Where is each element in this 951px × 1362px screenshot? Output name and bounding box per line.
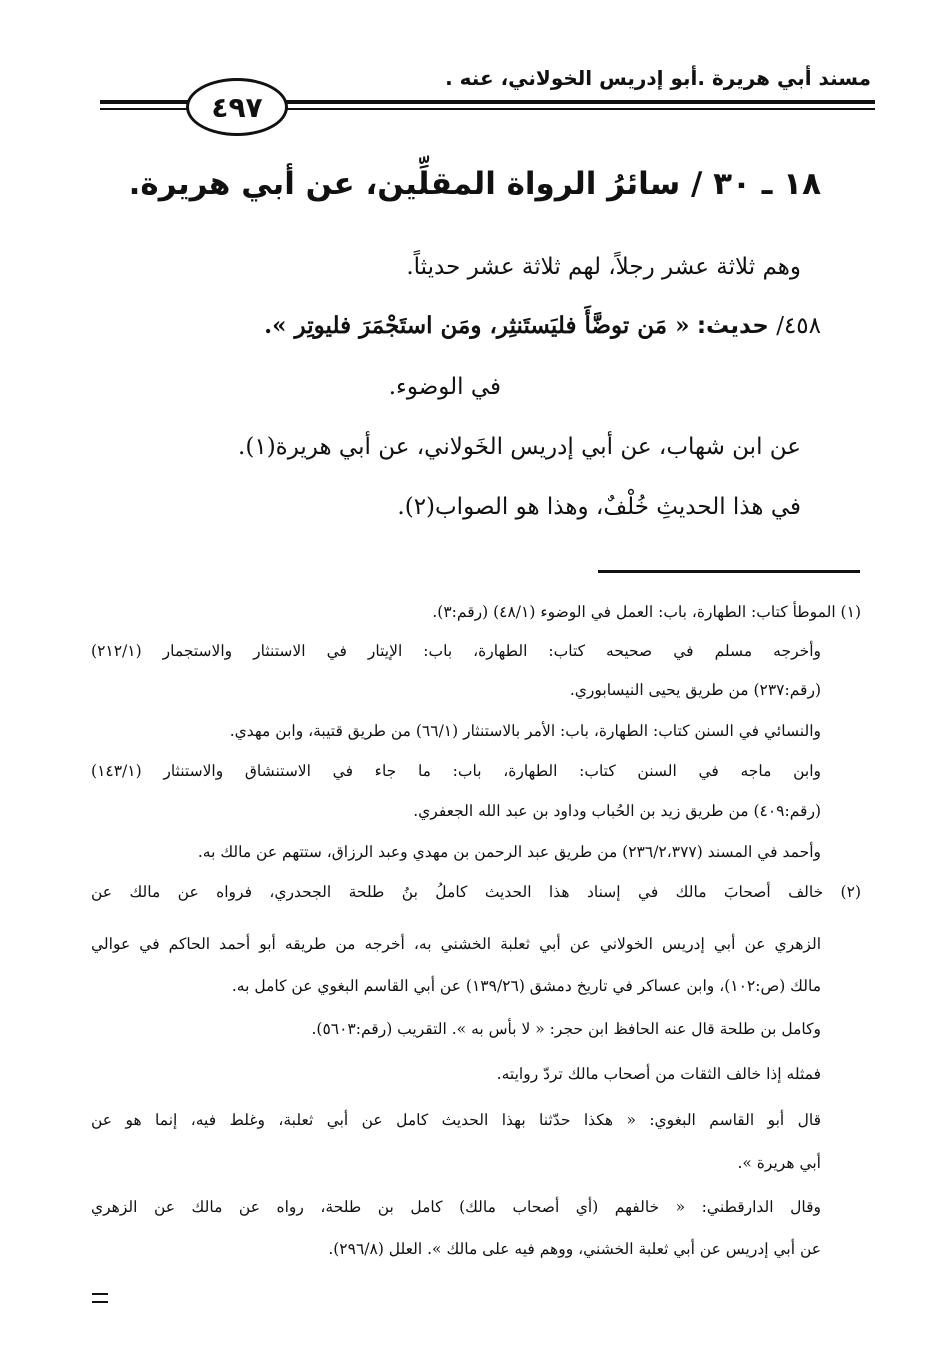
- intro-text: وهم ثلاثة عشر رجلاً، لهم ثلاثة عشر حديثاً.: [406, 254, 801, 280]
- end-mark: [92, 1293, 108, 1303]
- footnote-line: والنسائي في السنن كتاب: الطهارة، باب: الأمر بالاستنثار (٦٦/١) من طريق قتيبة، وابن مهدي.: [229, 722, 821, 740]
- footnote-line: وابن ماجه في السنن كتاب: الطهارة، باب: ما جاء في الاستنشاق والاستنثار (١٤٣/١): [91, 762, 821, 780]
- hadith-number: ٤٥٨/: [776, 313, 821, 339]
- footnote-line: وأحمد في المسند (٢٣٦/٢،٣٧٧) من طريق عبد الرحمن بن مهدي وعبد الرزاق، ستتهم عن مالك به.: [197, 843, 821, 861]
- footnote-line: (رقم:٤٠٩) من طريق زيد بن الحُباب وداود بن عبد الله الجعفري.: [413, 802, 821, 820]
- isnad-chain: عن ابن شهاب، عن أبي إدريس الخَولاني، عن أبي هريرة(١).: [238, 434, 801, 460]
- footnote-line: (١) الموطأ كتاب: الطهارة، باب: العمل في الوضوء (٤٨/١) (رقم:٣).: [432, 603, 861, 621]
- footnote-line: وقال الدارقطني: « خالفهم (أي أصحاب مالك) كامل بن طلحة، رواه عن مالك عن الزهري: [91, 1198, 821, 1216]
- footnote-separator: [598, 570, 860, 573]
- footnote-line: مالك (ص:١٠٢)، وابن عساكر في تاريخ دمشق (١٣٩/٢٦) عن أبي القاسم البغوي عن كامل به.: [231, 977, 821, 995]
- footnote-line: الزهري عن أبي إدريس الخولاني عن أبي ثعلبة الخشني به، أخرجه من طريقه أبو أحمد الحاكم في عوالي: [91, 935, 821, 953]
- hadith-label: حديث:: [696, 313, 769, 339]
- section-title: ١٨ ـ ٣٠ / سائرُ الرواة المقلِّين، عن أبي هريرة.: [128, 166, 821, 202]
- footnote-line: فمثله إذا خالف الثقات من أصحاب مالك تردّ روايته.: [496, 1065, 821, 1083]
- hadith-topic: في الوضوء.: [388, 374, 501, 400]
- footnote-line: وأخرجه مسلم في صحيحه كتاب: الطهارة، باب: الإيتار في الاستنثار والاستجمار (٢١٢/١): [91, 642, 821, 660]
- footnote-line: عن أبي إدريس عن أبي ثعلبة الخشني، ووهم فيه على مالك ». العلل (٢٩٦/٨).: [328, 1240, 821, 1258]
- isnad-note: في هذا الحديثِ خُلْفٌ، وهذا هو الصواب(٢).: [397, 494, 801, 520]
- hadith-line: [101, 312, 821, 339]
- footnote-line: قال أبو القاسم البغوي: « هكذا حدّثنا بهذا الحديث كامل عن أبي ثعلبة، وغلط فيه، إنما هو عن: [91, 1111, 821, 1129]
- page-number: ٤٩٧: [211, 90, 263, 124]
- footnote-line: أبي هريرة ».: [737, 1154, 821, 1172]
- footnote-line: (٢) خالف أصحابَ مالك في إسناد هذا الحديث كاملُ بنُ طلحة الجحدري، فرواه عن مالك عن: [91, 883, 861, 901]
- hadith-text: « مَن توضَّأَ فليَستَنثِر، ومَن استَجْمَرَ فليوتِر ».: [264, 312, 690, 339]
- footnote-line: (رقم:٢٣٧) من طريق يحيى النيسابوري.: [569, 681, 821, 699]
- running-header-title: مسند أبي هريرة .أبو إدريس الخولاني، عنه .: [445, 66, 871, 90]
- page-number-badge: [186, 78, 288, 136]
- footnote-line: وكامل بن طلحة قال عنه الحافظ ابن حجر: « لا بأس به ». التقريب (رقم:٥٦٠٣).: [311, 1020, 821, 1038]
